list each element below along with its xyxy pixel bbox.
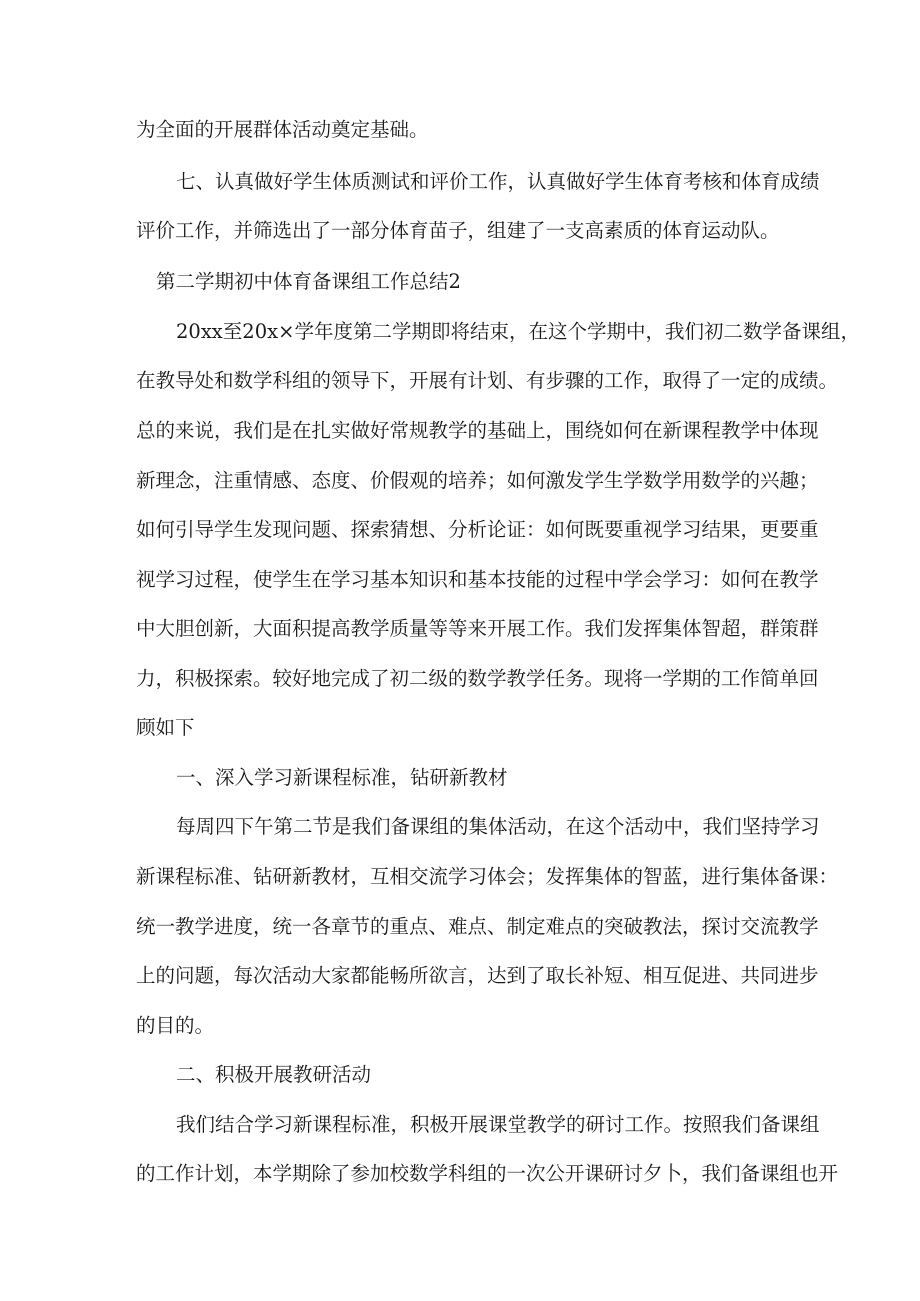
- paragraph-line: 统一教学进度，统一各章节的重点、难点、制定难点的突破教法，探讨交流教学: [136, 915, 819, 938]
- paragraph-line: 每周四下午第二节是我们备课组的集体活动，在这个活动中，我们坚持学习: [176, 815, 820, 838]
- paragraph-line: 中大胆创新，大面积提高教学质量等等来开展工作。我们发挥集体智超，群策群: [136, 617, 819, 640]
- document-title: 第二学期初中体育备课组工作总结2: [156, 270, 461, 293]
- paragraph-line: 20xx至20x×学年度第二学期即将结束，在这个学期中，我们初二数学备课组，: [176, 320, 860, 343]
- section-heading-two: 二、积极开展教研活动: [176, 1063, 372, 1086]
- section-heading-seven: 七、认真做好学生体质测试和评价工作，认真做好学生体育考核和体育成绩: [176, 170, 820, 193]
- paragraph-line: 力，积极探索。较好地完成了初二级的数学教学任务。现将一学期的工作简单回: [136, 667, 819, 690]
- paragraph-line: 的工作计划，本学期除了参加校数学科组的一次公开课研讨夕卜，我们备课组也开: [136, 1162, 839, 1185]
- paragraph-line: 在教导处和数学科组的领导下，开展有计划、有步骤的工作，取得了一定的成绩。: [136, 369, 839, 392]
- paragraph-line: 如何引导学生发现问题、探索猜想、分析论证：如何既要重视学习结果，更要重: [136, 518, 819, 541]
- paragraph-line: 评价工作，并筛选出了一部分体育苗子，组建了一支高素质的体育运动队。: [136, 219, 780, 242]
- paragraph-line: 新课程标准、钻研新教材，互相交流学习体会；发挥集体的智蓝，进行集体备课：: [136, 865, 839, 888]
- paragraph-line: 总的来说，我们是在扎实做好常规教学的基础上，围绕如何在新课程教学中体现: [136, 419, 819, 442]
- paragraph-line: 顾如下: [136, 716, 195, 739]
- paragraph-line: 新理念，注重情感、态度、价假观的培养；如何激发学生学数学用数学的兴趣；: [136, 469, 819, 492]
- paragraph-line: 视学习过程，使学生在学习基本知识和基本技能的过程中学会学习：如何在教学: [136, 568, 819, 591]
- paragraph-line: 上的问题，每次活动大家都能畅所欲言，达到了取长补短、相互促进、共同进步: [136, 964, 819, 987]
- paragraph-line: 的目的。: [136, 1014, 215, 1037]
- section-heading-one: 一、深入学习新课程标准，钻研新教材: [176, 766, 508, 789]
- paragraph-line: 为全面的开展群体活动奠定基础。: [136, 118, 429, 141]
- paragraph-line: 我们结合学习新课程标准，积极开展课堂教学的研讨工作。按照我们备课组: [176, 1113, 820, 1136]
